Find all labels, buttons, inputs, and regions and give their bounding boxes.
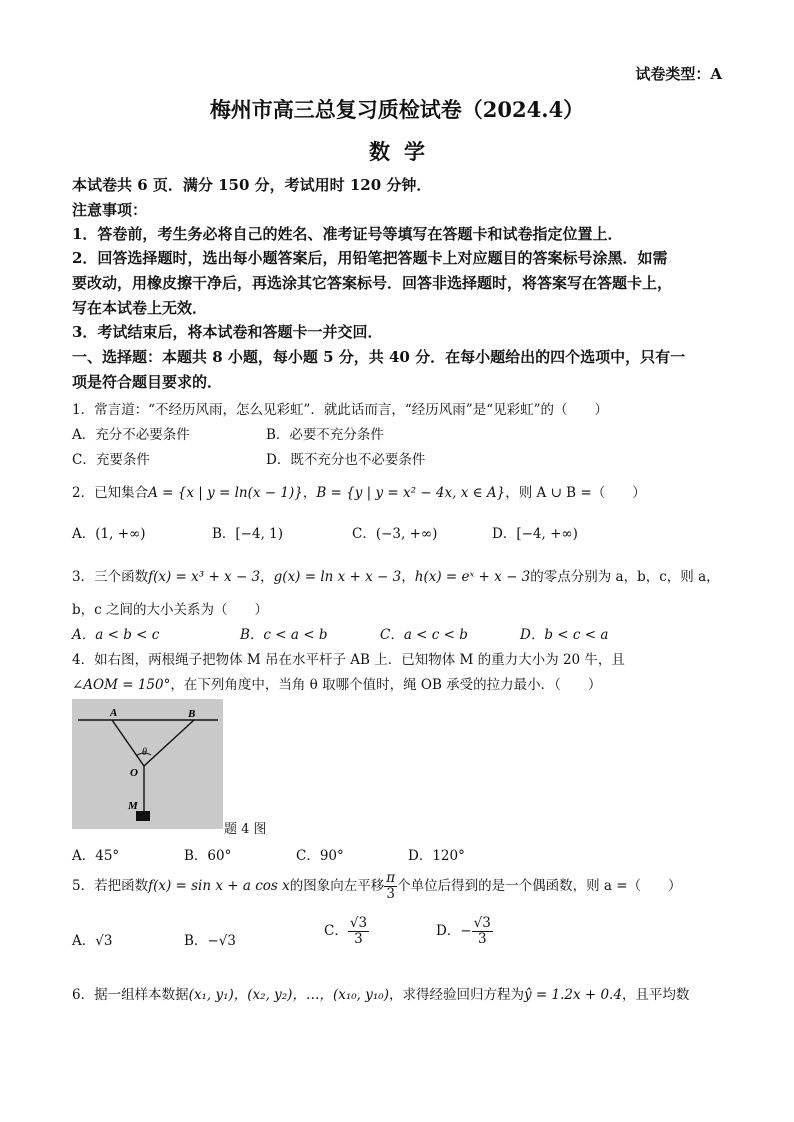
q5-stem-mid: 的图象向左平移: [289, 878, 385, 894]
note-2-line-2: 要改动，用橡皮擦干净后，再选涂其它答案标号．回答非选择题时，将答案写在答题卡上，: [72, 274, 673, 292]
q5-option-a: A．√3: [72, 933, 113, 949]
paper-type: 试卷类型：A: [635, 65, 722, 83]
q6-stem-lead: 6．据一组样本数据: [72, 987, 189, 1003]
q3-option-d: D．b < c < a: [520, 627, 609, 643]
q2-option-b: B．[−4, 1): [212, 526, 284, 542]
label-o: O: [130, 767, 138, 779]
q3-stem-mid: 的零点分别为 a，b，c，则 a，: [530, 569, 720, 585]
q3-function-g: g(x) = ln x + x − 3: [273, 569, 402, 585]
note-2-line-1: 2．回答选择题时，选出每小题答案后，用铅笔把答题卡上对应题目的答案标号涂黑．如需: [72, 249, 668, 267]
q3-option-a: A．a < b < c: [72, 627, 160, 643]
q5-option-c-label: C．: [324, 922, 348, 939]
q3-option-c: C．a < c < b: [380, 627, 468, 643]
q5-option-b: B．−√3: [184, 933, 236, 949]
q4-option-c: C．90°: [296, 848, 344, 864]
q5-option-c: [324, 916, 369, 947]
q1-option-b: B．必要不充分条件: [266, 427, 384, 443]
q6-stem-tail: ，且平均数: [621, 987, 690, 1003]
q3-stem-line-2: b，c 之间的大小关系为（ ）: [72, 602, 268, 618]
q5-function: f(x) = sin x + a cos x: [148, 878, 290, 894]
q2-stem-lead: 2．已知集合: [72, 485, 149, 501]
q4-diagram: [72, 699, 223, 829]
q5-option-c-fraction: [348, 916, 369, 947]
q5-stem-lead: 5．若把函数: [72, 878, 149, 894]
q5-option-d: [436, 916, 493, 947]
q5-option-c-numerator: √3: [349, 915, 368, 931]
q5-option-d-fraction: [472, 916, 493, 947]
q1-option-d: D．既不充分也不必要条件: [266, 452, 426, 468]
q2-option-c: C．(−3, +∞): [352, 526, 438, 542]
q2-stem: [72, 481, 646, 501]
q5-option-c-denominator: 3: [354, 930, 363, 947]
q5-stem: [72, 866, 682, 906]
q2-stem-tail: ，则 A ∪ B =（ ）: [505, 485, 646, 501]
q5-option-d-numerator: √3: [473, 915, 491, 931]
q4-caption: 题 4 图: [224, 822, 267, 837]
label-a: A: [110, 707, 118, 719]
q2-separator: ，: [302, 485, 317, 501]
q3-stem-lead: 3．三个函数: [72, 569, 149, 585]
notice-heading: 注意事项：: [72, 201, 148, 219]
q2-option-a: A．(1, +∞): [72, 526, 146, 542]
q3-function-h: h(x) = eˣ + x − 3: [414, 569, 531, 585]
exam-title: 梅州市高三总复习质检试卷（2024.4）: [209, 97, 585, 122]
q2-option-d: D．[−4, +∞): [492, 526, 578, 542]
subject-title: 数学: [369, 139, 439, 164]
rope-oa: [112, 720, 144, 766]
q4-stem-line-2: [72, 673, 601, 693]
q1-option-a: A．充分不必要条件: [72, 427, 190, 443]
weight-block: [136, 811, 150, 821]
q2-set-b: B = {y | y = x² − 4x, x ∈ A}: [316, 485, 506, 501]
q4-option-d: D．120°: [408, 848, 465, 864]
q5-option-d-label: D．−: [436, 922, 472, 939]
q4-stem-tail: ，在下列角度中，当角 θ 取哪个值时，绳 OB 承受的拉力最小．（ ）: [170, 677, 602, 693]
note-1: 1．答卷前，考生务必将自己的姓名、准考证号等填写在答题卡和试卷指定位置上．: [72, 225, 623, 243]
q1-stem: 1．常言道：“不经历风雨，怎么见彩虹”．就此话而言，“经历风雨”是“见彩虹”的（ ）: [72, 402, 608, 418]
q6-stem-mid: ，求得经验回归方程为: [388, 987, 524, 1003]
rope-ob: [144, 720, 194, 766]
q6-data-points: (x₁, y₁)，(x₂, y₂)，…，(x₁₀, y₁₀): [188, 987, 389, 1003]
q3-stem-line-1: 3．三个函数f(x) = x³ + x − 3，g(x) = ln x + x − 3，h(x) = eˣ + x − 3的零点分别为 a，b，c，则 a，: [72, 569, 720, 585]
q4-angle: ∠AOM = 150°: [72, 677, 171, 693]
section-1-line-2: 项是符合题目要求的．: [72, 373, 223, 391]
q5-shift-numerator: π: [386, 870, 396, 887]
note-3: 3．考试结束后，将本试卷和答题卡一并交回．: [72, 323, 383, 341]
q6-equation: ŷ = 1.2x + 0.4: [523, 987, 622, 1003]
q5-stem-tail: 个单位后得到的是一个偶函数，则 a =（ ）: [397, 878, 682, 894]
q5-option-d-denominator: 3: [477, 930, 487, 947]
label-theta: θ: [142, 747, 147, 758]
q1-option-c: C．充要条件: [72, 452, 150, 468]
q2-set-a: A = {x | y = ln(x − 1)}: [148, 485, 303, 501]
q4-option-a: A．45°: [72, 848, 120, 864]
q6-stem: [72, 983, 689, 1003]
q4-diagram-svg: [72, 699, 223, 829]
section-1-line-1: 一、选择题：本题共 8 小题，每小题 5 分，共 40 分．在每小题给出的四个选项中，只有一: [72, 348, 686, 366]
q4-option-b: B．60°: [184, 848, 232, 864]
q3-function-f: f(x) = x³ + x − 3: [148, 569, 261, 585]
q4-stem-line-1: 4．如右图，两根绳子把物体 M 吊在水平杆子 AB 上．已知物体 M 的重力大小为 20 牛，且: [72, 652, 625, 668]
q5-shift-fraction: [384, 871, 397, 902]
q5-shift-denominator: 3: [386, 886, 395, 902]
note-2-line-3: 写在本试卷上无效．: [72, 299, 208, 317]
label-m: M: [128, 800, 138, 812]
intro-line: 本试卷共 6 页．满分 150 分，考试用时 120 分钟．: [72, 176, 432, 194]
q3-option-b: B．c < a < b: [240, 627, 328, 643]
label-b: B: [188, 708, 196, 720]
